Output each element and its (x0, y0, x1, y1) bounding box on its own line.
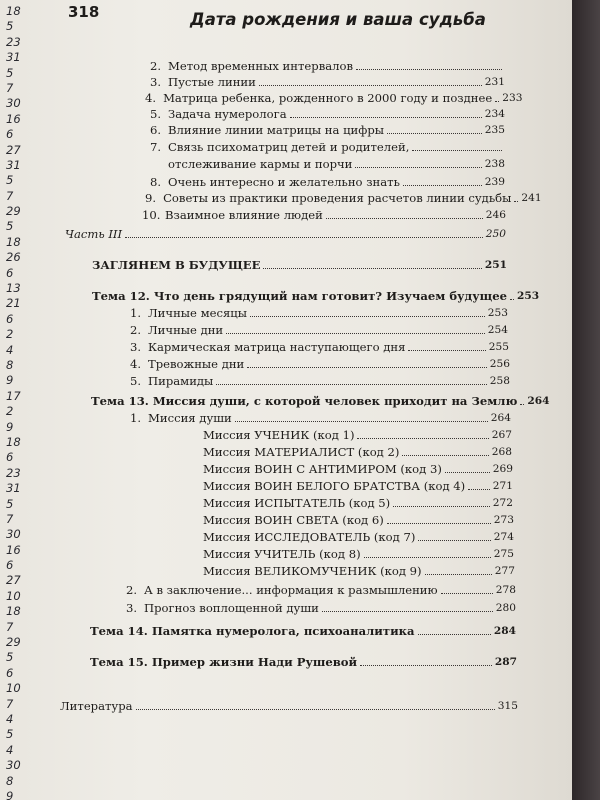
margin-number: 10 (6, 681, 21, 696)
margin-number: 27 (6, 573, 21, 588)
margin-number: 5 (6, 65, 14, 80)
toc-entry-title: Прогноз воплощенной души (144, 601, 319, 615)
toc-entry-number: 8. (149, 175, 161, 189)
toc-entry (125, 410, 511, 426)
running-title: Дата рождения и ваша судьба (190, 10, 486, 29)
margin-number: 2 (6, 327, 14, 342)
toc-entry-number: 9. (145, 191, 157, 205)
margin-number: 18 (6, 234, 21, 249)
toc-entry-page: 258 (489, 375, 510, 387)
toc-leader-dots (445, 472, 490, 473)
toc-entry-title: отслеживание кармы и порчи (168, 157, 353, 171)
toc-entry-title: Миссия ИСПЫТАТЕЛЬ (код 5) (203, 496, 391, 510)
toc-leader-dots (235, 421, 488, 422)
toc-entry-page: 280 (495, 602, 516, 614)
toc-entry-number: 2. (125, 583, 137, 597)
toc-leader-dots (387, 523, 491, 524)
toc-leader-dots (250, 316, 485, 317)
toc-entry-number: 5. (129, 374, 141, 388)
toc-entry-title: ЗАГЛЯНЕМ В БУДУЩЕЕ (92, 258, 261, 272)
toc-entry (125, 339, 509, 355)
margin-number: 18 (6, 604, 21, 619)
toc-entry-title: Личные дни (148, 323, 224, 337)
margin-number: 27 (6, 142, 21, 157)
toc-entry-title: Литература (60, 699, 133, 713)
toc-entry (145, 190, 542, 206)
margin-number: 6 (6, 127, 14, 142)
toc-entry (168, 156, 505, 172)
toc-entry-number: 2. (149, 59, 161, 73)
toc-entry (203, 546, 514, 562)
toc-entry (145, 58, 505, 74)
toc-entry-number: 4. (129, 357, 141, 371)
toc-entry (203, 563, 515, 579)
toc-entry (125, 373, 510, 389)
toc-entry (142, 207, 506, 223)
toc-entry-page: 267 (491, 429, 512, 441)
toc-leader-dots (412, 150, 502, 151)
toc-leader-dots (357, 438, 488, 439)
toc-entry-page: 275 (493, 548, 514, 560)
page-number: 318 (68, 3, 100, 21)
toc-entry-page: 272 (492, 497, 513, 509)
toc-entry-page: 315 (497, 700, 518, 712)
toc-entry-title: А в заключение... информация к размышлению (144, 583, 438, 597)
margin-number: 13 (6, 281, 21, 296)
toc-entry (203, 512, 514, 528)
toc-entry-number: 5. (149, 107, 161, 121)
toc-entry-title: Очень интересно и желательно знать (168, 175, 400, 189)
toc-leader-dots (326, 218, 483, 219)
margin-number: 16 (6, 111, 21, 126)
toc-entry (203, 529, 514, 545)
margin-number: 6 (6, 558, 14, 573)
toc-entry-title: Метод временных интервалов (168, 59, 354, 73)
margin-number: 7 (6, 80, 14, 95)
margin-number: 9 (6, 788, 14, 800)
toc-entry-title: Связь психоматриц детей и родителей, (168, 140, 410, 154)
toc-entry (121, 600, 516, 616)
margin-number: 30 (6, 527, 21, 542)
toc-leader-dots (514, 201, 518, 202)
margin-number: 6 (6, 311, 14, 326)
margin-number: 16 (6, 542, 21, 557)
toc-entry-title: Миссия ВЕЛИКОМУЧЕНИК (код 9) (203, 564, 422, 578)
toc-leader-dots (259, 85, 482, 86)
toc-entry-page: 241 (521, 192, 542, 204)
toc-entry (145, 174, 505, 190)
toc-entry-page: 251 (484, 259, 507, 271)
toc-entry-page: 246 (485, 209, 506, 221)
toc-entry-page: 231 (484, 76, 505, 88)
toc-entry-title: Тема 15. Пример жизни Нади Рушевой (90, 655, 358, 669)
toc-entry-page: 239 (484, 176, 505, 188)
toc-leader-dots (226, 333, 485, 334)
toc-entry-title: Миссия ИССЛЕДОВАТЕЛЬ (код 7) (203, 530, 416, 544)
toc-leader-dots (468, 489, 490, 490)
margin-number: 8 (6, 357, 14, 372)
margin-number: 29 (6, 635, 21, 650)
margin-number: 9 (6, 419, 14, 434)
margin-number: 6 (6, 265, 14, 280)
margin-number: 4 (6, 711, 14, 726)
toc-entry-page: 273 (493, 514, 514, 526)
margin-number: 5 (6, 219, 14, 234)
margin-number: 6 (6, 450, 14, 465)
margin-number: 2 (6, 404, 14, 419)
toc-entry (125, 356, 510, 372)
margin-number: 7 (6, 619, 14, 634)
toc-entry-title: Взаимное влияние людей (165, 208, 323, 222)
margin-number: 30 (6, 96, 21, 111)
toc-entry-title: Матрица ребенка, рожденного в 2000 году и позднее (163, 91, 493, 105)
toc-entry (203, 495, 513, 511)
toc-leader-dots (136, 709, 495, 710)
margin-number: 5 (6, 19, 14, 34)
toc-leader-dots (387, 133, 482, 134)
toc-entry-page: 256 (489, 358, 510, 370)
toc-leader-dots (216, 384, 486, 385)
toc-entry-number: 3. (129, 340, 141, 354)
toc-leader-dots (360, 665, 492, 666)
toc-entry (125, 322, 508, 338)
toc-entry-page: 255 (488, 341, 509, 353)
toc-entry (145, 90, 523, 106)
margin-number: 5 (6, 173, 14, 188)
toc-entry-page: 238 (484, 158, 505, 170)
toc-entry (60, 698, 518, 714)
book-cover-edge (572, 0, 600, 800)
margin-number: 17 (6, 388, 21, 403)
toc-entry (203, 478, 513, 494)
toc-leader-dots (403, 185, 482, 186)
toc-entry-title: Личные месяцы (148, 306, 247, 320)
toc-leader-dots (402, 455, 488, 456)
toc-entry-title: Кармическая матрица наступающего дня (148, 340, 406, 354)
toc-entry (145, 139, 505, 155)
toc-entry-title: Миссия души (148, 411, 232, 425)
toc-entry (145, 74, 505, 90)
margin-number: 10 (6, 588, 21, 603)
toc-entry-title: Миссия УЧЕНИК (код 1) (203, 428, 355, 442)
toc-entry (203, 427, 512, 443)
margin-number: 7 (6, 511, 14, 526)
toc-leader-dots (290, 117, 482, 118)
toc-leader-dots (441, 593, 493, 594)
toc-entry-number: 10. (142, 208, 161, 222)
toc-entry-page: 254 (487, 324, 508, 336)
margin-number: 7 (6, 696, 14, 711)
toc-leader-dots (520, 404, 524, 405)
toc-entry-page: 235 (484, 124, 505, 136)
toc-entry-title: Пустые линии (168, 75, 256, 89)
margin-number: 7 (6, 188, 14, 203)
toc-entry-page: 268 (491, 446, 512, 458)
toc-entry-number: 3. (125, 601, 137, 615)
toc-entry (65, 226, 506, 242)
toc-entry-title: Тревожные дни (148, 357, 245, 371)
toc-entry (145, 122, 505, 138)
toc-leader-dots (425, 574, 492, 575)
toc-entry-page: 253 (516, 290, 540, 302)
toc-entry-title: Советы из практики проведения расчетов линии судьбы (163, 191, 512, 205)
toc-entry-page: 274 (493, 531, 514, 543)
toc-entry (92, 288, 540, 304)
toc-entry-page: 287 (494, 656, 517, 668)
toc-entry-number: 7. (149, 140, 161, 154)
toc-entry-number: 4. (145, 91, 157, 105)
toc-leader-dots (125, 237, 483, 238)
toc-entry-page: 250 (485, 228, 506, 240)
toc-entry-title: Миссия ВОИН БЕЛОГО БРАТСТВА (код 4) (203, 479, 466, 493)
toc-entry-title: Тема 13. Миссия души, с которой человек приходит на Землю (91, 394, 518, 408)
toc-leader-dots (418, 634, 491, 635)
toc-entry (90, 654, 517, 670)
toc-entry-page: 253 (487, 307, 508, 319)
toc-entry-page: 277 (494, 565, 515, 577)
margin-number: 26 (6, 250, 21, 265)
toc-entry (125, 305, 508, 321)
toc-leader-dots (510, 299, 514, 300)
toc-leader-dots (355, 167, 481, 168)
toc-entry-title: Миссия УЧИТЕЛЬ (код 8) (203, 547, 361, 561)
toc-entry-title: Влияние линии матрицы на цифры (168, 123, 384, 137)
toc-entry-title: Миссия ВОИН С АНТИМИРОМ (код 3) (203, 462, 442, 476)
toc-entry-title: Тема 14. Памятка нумеролога, психоаналитика (90, 624, 415, 638)
toc-entry-page: 269 (492, 463, 513, 475)
toc-leader-dots (418, 540, 490, 541)
toc-entry (203, 461, 513, 477)
toc-entry-title: Пирамиды (148, 374, 214, 388)
toc-leader-dots (408, 350, 485, 351)
margin-number: 23 (6, 465, 21, 480)
margin-number: 31 (6, 157, 21, 172)
margin-number: 5 (6, 496, 14, 511)
margin-number: 30 (6, 758, 21, 773)
toc-entry-page: 278 (495, 584, 516, 596)
toc-entry (91, 393, 550, 409)
margin-number: 23 (6, 34, 21, 49)
toc-entry (121, 582, 516, 598)
toc-entry (145, 106, 505, 122)
toc-entry-page: 234 (484, 108, 505, 120)
toc-entry-title: Часть III (65, 227, 123, 241)
toc-entry-page: 271 (492, 480, 513, 492)
toc-entry-title: Миссия МАТЕРИАЛИСТ (код 2) (203, 445, 400, 459)
margin-number: 5 (6, 727, 14, 742)
margin-number: 21 (6, 296, 21, 311)
toc-entry (90, 623, 516, 639)
margin-number: 18 (6, 4, 21, 18)
margin-number: 4 (6, 342, 14, 357)
toc-leader-dots (356, 69, 502, 70)
toc-entry-number: 2. (129, 323, 141, 337)
margin-number: 6 (6, 665, 14, 680)
margin-number: 4 (6, 742, 14, 757)
toc-entry-page: 264 (490, 412, 511, 424)
toc-entry (92, 257, 507, 273)
toc-leader-dots (393, 506, 490, 507)
toc-entry-title: Миссия ВОИН СВЕТА (код 6) (203, 513, 384, 527)
toc-entry-page: 233 (502, 92, 523, 104)
toc-entry-title: Тема 12. Что день грядущий нам готовит? Изучаем будущее (92, 289, 507, 303)
margin-number: 18 (6, 434, 21, 449)
margin-number: 31 (6, 50, 21, 65)
margin-number: 8 (6, 773, 14, 788)
toc-leader-dots (247, 367, 486, 368)
margin-number: 9 (6, 373, 14, 388)
toc-leader-dots (263, 268, 481, 269)
toc-leader-dots (322, 611, 493, 612)
toc-entry-number: 1. (129, 306, 141, 320)
toc-entry-number: 1. (129, 411, 141, 425)
toc-entry-number: 3. (149, 75, 161, 89)
margin-number: 31 (6, 481, 21, 496)
margin-number: 5 (6, 650, 14, 665)
toc-entry (203, 444, 512, 460)
toc-entry-title: Задача нумеролога (168, 107, 287, 121)
margin-number: 29 (6, 204, 21, 219)
toc-entry-page: 284 (493, 625, 516, 637)
toc-entry-page: 264 (527, 395, 550, 407)
toc-entry-number: 6. (149, 123, 161, 137)
toc-leader-dots (364, 557, 491, 558)
toc-leader-dots (495, 101, 499, 102)
handwritten-margin-numbers (6, 4, 40, 800)
